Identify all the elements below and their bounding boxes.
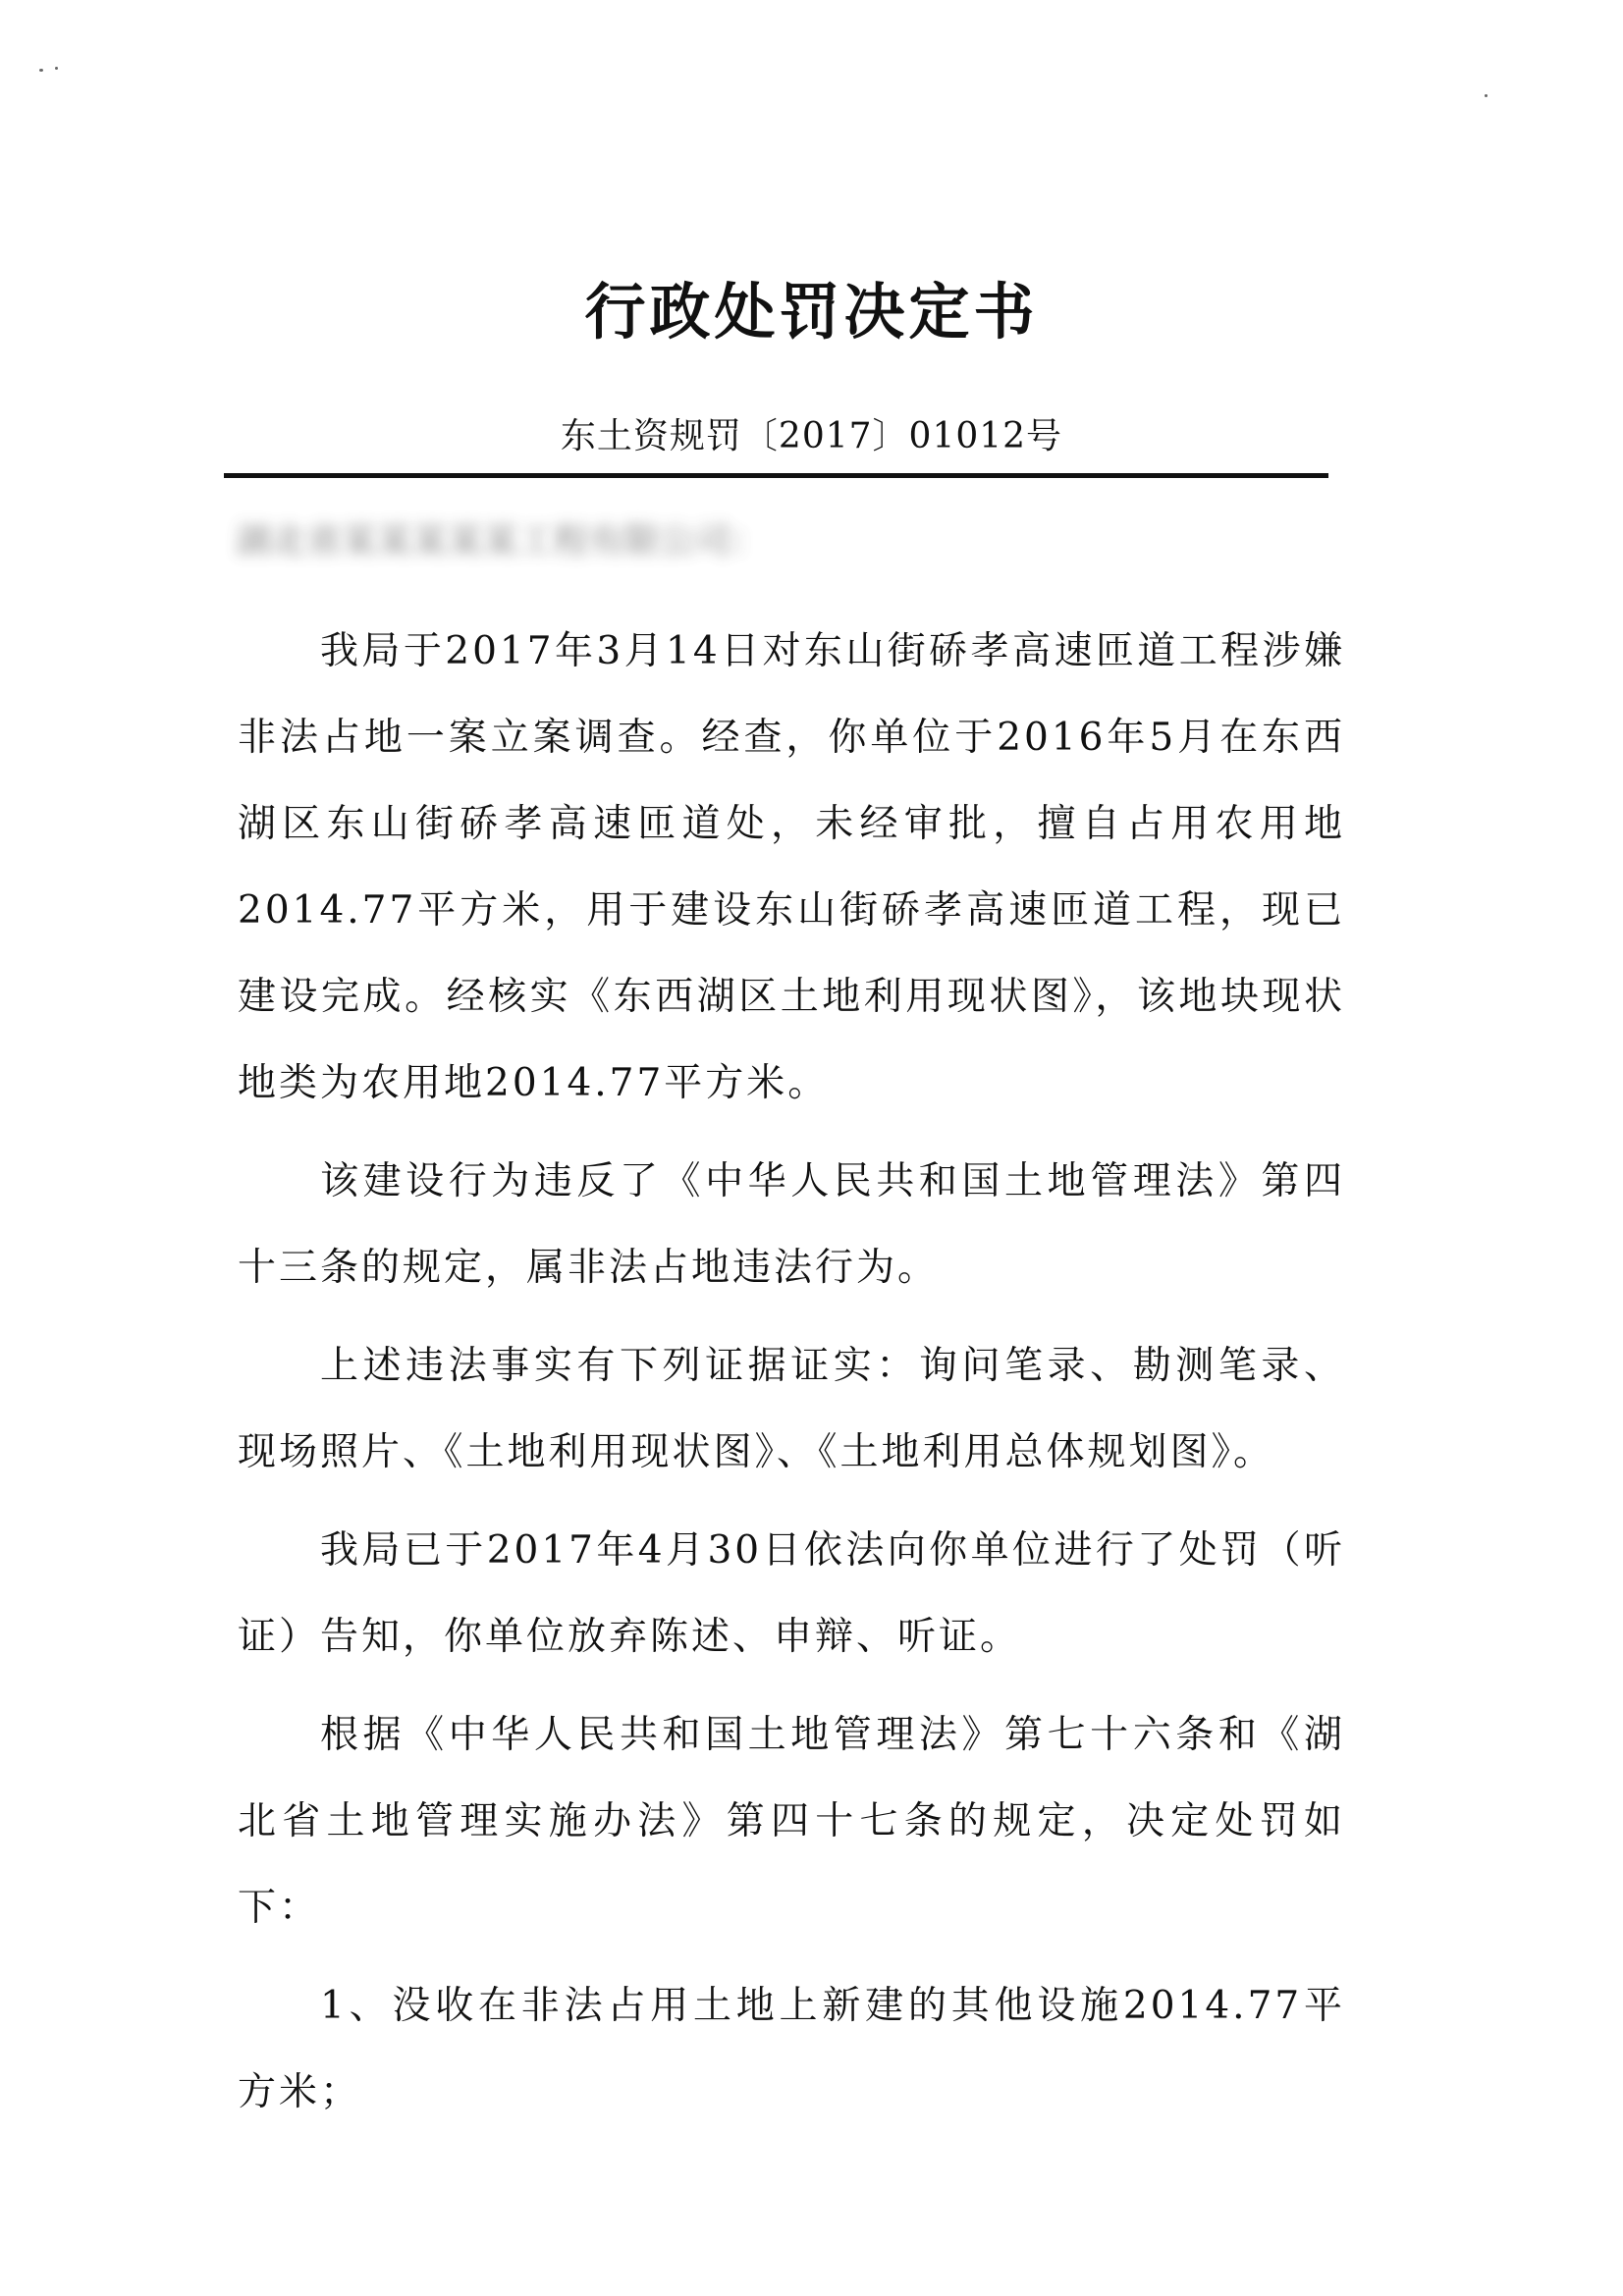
paragraph-violation: 该建设行为违反了《中华人民共和国土地管理法》第四十三条的规定，属非法占地违法行为。 [238,1159,1345,1290]
document-title: 行政处罚决定书 [584,276,1039,347]
document-number: 东土资规罚〔2017〕01012号 [560,416,1063,456]
paragraph-legal-basis: 根据《中华人民共和国土地管理法》第七十六条和《湖北省土地管理实施办法》第四十七条的规定，决定处罚如下： [238,1713,1345,1930]
scan-speck [55,67,58,70]
paragraph-notice: 我局已于2017年4月30日依法向你单位进行了处罚（听证）告知，你单位放弃陈述、申辩、听证。 [238,1528,1345,1659]
paragraph-penalty-item-1: 1、没收在非法占用土地上新建的其他设施2014.77平方米； [238,1984,1345,2114]
paragraph-facts: 我局于2017年3月14日对东山街硚孝高速匝道工程涉嫌非法占地一案立案调查。经查，你单位于2016年5月在东西湖区东山街硚孝高速匝道处，未经审批，擅自占用农用地2014.77平方米，用于建设东山街硚孝高速匝道工程，现已建设完成。经核实《东西湖区土地利用现状图》，该地块现状地类为农用地2014.77平方米。 [238,629,1345,1105]
document-body [238,609,1345,2148]
paragraph-evidence: 上述违法事实有下列证据证实：询问笔录、勘测笔录、现场照片、《土地利用现状图》、《土地利用总体规划图》。 [238,1344,1345,1474]
scan-speck [39,69,43,72]
scan-speck [1485,94,1488,97]
recipient-redacted: 湖北省某某某某某工程有限公司： [236,521,767,561]
header-divider [224,473,1328,478]
